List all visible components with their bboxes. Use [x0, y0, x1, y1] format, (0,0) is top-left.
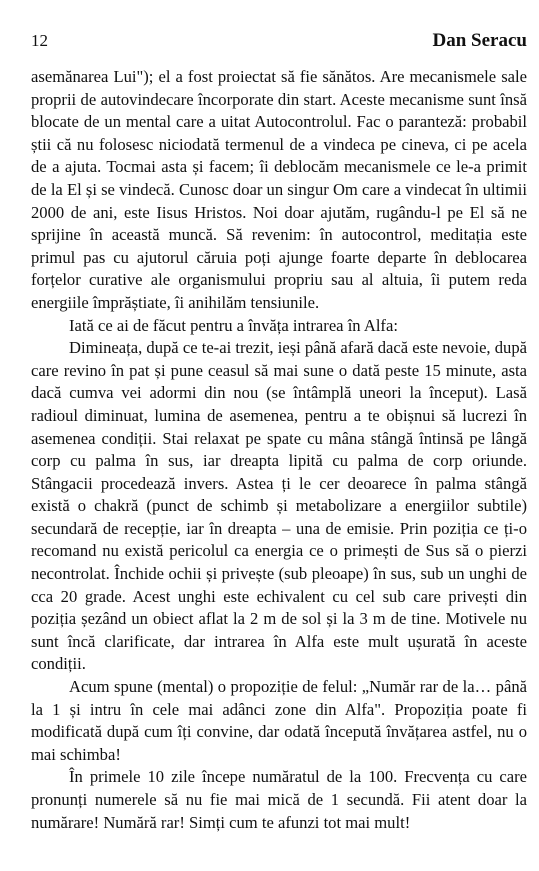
paragraph: Iată ce ai de făcut pentru a învăța intrarea în Alfa:: [69, 315, 398, 335]
page-number: 12: [31, 31, 48, 50]
paragraph: Acum spune (mental) o propoziție de felul: „Număr rar de la… până la 1 și intru în cele mai adânci zone din Alfa". Propoziția poate fi modificată după cum îți convine, dar odată începută învățarea astfel, nu o mai schimba!: [31, 677, 527, 764]
paragraph: În primele 10 zile începe număratul de la 100. Frecvența cu care pronunți numerele să nu fie mai mică de 1 secundă. Fii atent doar la numărare! Numără rar! Simți cum te afunzi tot mai mult!: [31, 767, 527, 832]
page-header: [31, 30, 527, 66]
body-text: [31, 66, 527, 834]
paragraph: Dimineața, după ce te-ai trezit, ieși până afară dacă este nevoie, după care revino în pat și pune ceasul să mai sune o dată peste 15 minute, asta dacă cumva vei adormi din nou (se întâmplă uneori la început). Lasă radioul diminuat, lumina de asemenea, pentru a te obișnui să lucrezi în asemenea condiții. Stai relaxat pe spate cu mâna stângă întinsă pe lângă corp cu palma în sus, iar dreapta lipită cu palma de corp oriunde. Stângacii procedează invers. Astea ți le cer deoarece în palma stângă există o chakră (punct de schimb și metabolizare a energiilor subtile) secundară de recepție, iar în dreapta – una de emisie. Prin poziția ce ți-o recomand nu există pericolul ca energia ce o primești de Sus să o pierzi necontrolat. Închide ochii și privește (sub pleoape) în sus, sub un unghi de cca 20 grade. Acest unghi este echivalent cu cel sub care privești din poziția șezând un obiect aflat la 2 m de sol și la 3 m de tine. Motivele nu sunt încă clarificate, dar intrarea în Alfa este mult ușurată în aceste condiții.: [31, 338, 527, 674]
paragraph: asemănarea Lui"); el a fost proiectat să fie sănătos. Are mecanismele sale proprii de autovindecare încorporate din start. Aceste mecanisme sunt însă blocate de un mental care a uitat Autocontrolul. Fac o paranteză: probabil știi că nu folosesc niciodată termenul de a vindeca pe cineva, ci pe acela de a ajuta. Tocmai asta și facem; îi deblocăm mecanismele ce le-a primit de la El și se vindecă. Cunosc doar un singur Om care a vindecat în ultimii 2000 de ani, este Iisus Hristos. Noi doar ajutăm, rugându-l pe El să ne sprijine în această muncă. Să revenim: în autocontrol, meditația este primul pas cu ajutorul căruia poți ajunge foarte departe în deblocarea forțelor curative ale organismului propriu sau al altuia, îi putem reda energiile împrăștiate, îi anihilăm tensiunile.: [31, 67, 527, 312]
running-head-author: Dan Seracu: [432, 30, 527, 51]
